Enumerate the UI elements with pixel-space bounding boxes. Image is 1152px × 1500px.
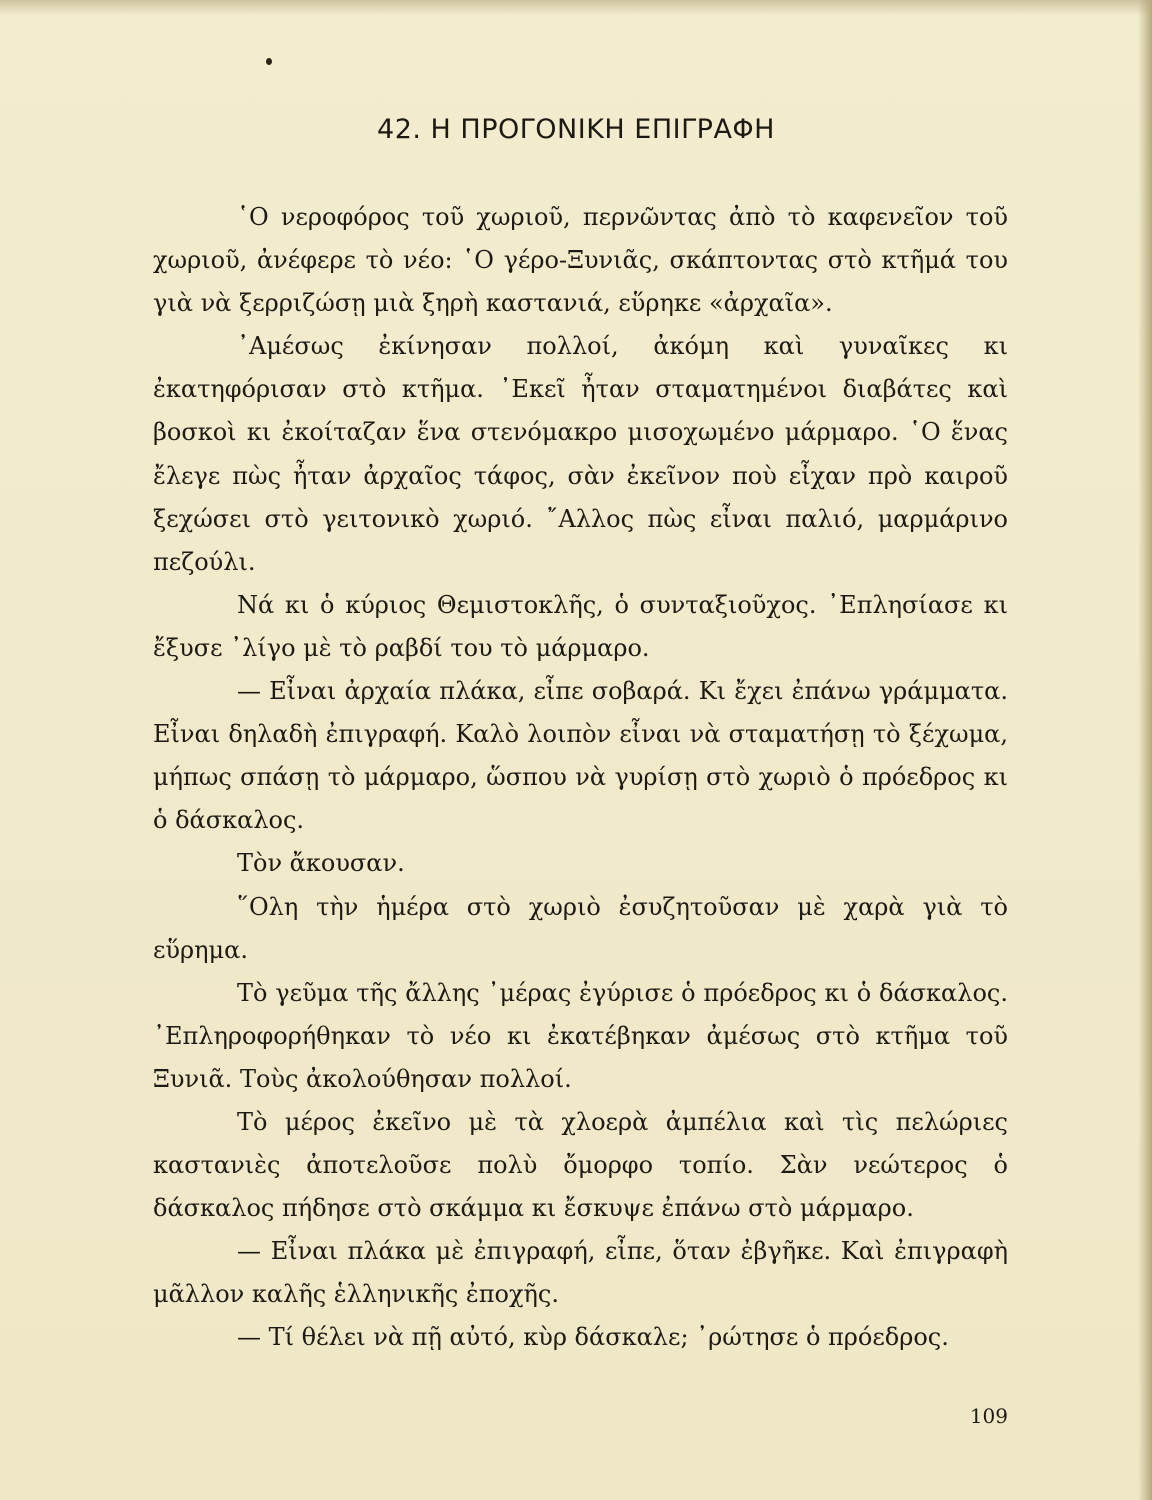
paragraph: Τὸ γεῦμα τῆς ἄλλης ᾿μέρας ἐγύρισε ὁ πρόεδρος κι ὁ δάσκαλος. ᾿Επληροφορήθηκαν τὸ νέο κι ἐκατέβηκαν ἀμέσως στὸ κτῆμα τοῦ Ξυνιᾶ. Τοὺς ἀκολούθησαν πολλοί. xyxy=(153,978,1008,1093)
paragraph: — Εἶναι ἀρχαία πλάκα, εἶπε σοβαρά. Κι ἔχει ἐπάνω γράμματα. Εἶναι δηλαδὴ ἐπιγραφή. Καλὸ λοιπὸν εἶναι νὰ σταματήσῃ τὸ ξέχωμα, μήπως σπάσῃ τὸ μάρμαρο, ὥσπου νὰ γυρίσῃ στὸ χωριὸ ὁ πρόεδρος κι ὁ δάσκαλος. xyxy=(153,677,1008,835)
ink-dot xyxy=(266,58,272,65)
paragraph: ᾿Αμέσως ἐκίνησαν πολλοί, ἀκόμη καὶ γυναῖκες κι ἐκατηφόρισαν στὸ κτῆμα. ᾿Εκεῖ ἦταν σταματημένοι διαβάτες καὶ βοσκοὶ κι ἐκοίταζαν ἕνα στενόμακρο μισοχωμένο μάρμαρο. ῾Ο ἕνας ἔλεγε πὼς ἦταν ἀρχαῖος τάφος, σὰν ἐκεῖνον ποὺ εἶχαν πρὸ καιροῦ ξεχώσει στὸ γειτονικὸ χωριό. ῎Αλλος πὼς εἶναι παλιό, μαρμάρινο πεζούλι. xyxy=(153,332,1008,576)
paragraph: Τὸν ἄκουσαν. xyxy=(237,849,405,878)
paragraph: Τὸ μέρος ἐκεῖνο μὲ τὰ χλοερὰ ἀμπέλια καὶ τὶς πελώριες καστανιὲς ἀποτελοῦσε πολὺ ὄμορφο τοπίο. Σὰν νεώτερος ὁ δάσκαλος πήδησε στὸ σκάμμα κι ἔσκυψε ἐπάνω στὸ μάρμαρο. xyxy=(153,1107,1008,1223)
page-number: 109 xyxy=(969,1404,1008,1428)
paragraph: — Εἶναι πλάκα μὲ ἐπιγραφή, εἶπε, ὅταν ἐβγῆκε. Καὶ ἐπιγραφὴ μᾶλλον καλῆς ἑλληνικῆς ἐποχῆς. xyxy=(153,1237,1008,1309)
paragraph: — Τί θέλει νὰ πῇ αὐτό, κὺρ δάσκαλε; ᾿ρώτησε ὁ πρόεδρος. xyxy=(237,1323,949,1352)
page-right-edge xyxy=(1138,0,1152,1500)
body-text xyxy=(153,196,1008,1360)
page-top-shadow xyxy=(0,0,1152,16)
paragraph: ῞Ολη τὴν ἡμέρα στὸ χωριὸ ἐσυζητοῦσαν μὲ χαρὰ γιὰ τὸ εὕρημα. xyxy=(153,892,1008,964)
paragraph: Νά κι ὁ κύριος Θεμιστοκλῆς, ὁ συνταξιοῦχος. ᾿Επλησίασε κι ἔξυσε ᾿λίγο μὲ τὸ ραβδί του τὸ μάρμαρο. xyxy=(153,590,1008,662)
paragraph: ῾Ο νεροφόρος τοῦ χωριοῦ, περνῶντας ἀπὸ τὸ καφενεῖον τοῦ χωριοῦ, ἀνέφερε τὸ νέο: ῾Ο γέρο-Ξυνιᾶς, σκάπτοντας στὸ κτῆμά του γιὰ νὰ ξερριζώσῃ μιὰ ξηρὴ καστανιά, εὕρηκε «ἀρχαῖα». xyxy=(153,203,1008,318)
chapter-title: 42. Η ΠΡΟΓΟΝΙΚΗ ΕΠΙΓΡΑΦΗ xyxy=(377,114,775,145)
